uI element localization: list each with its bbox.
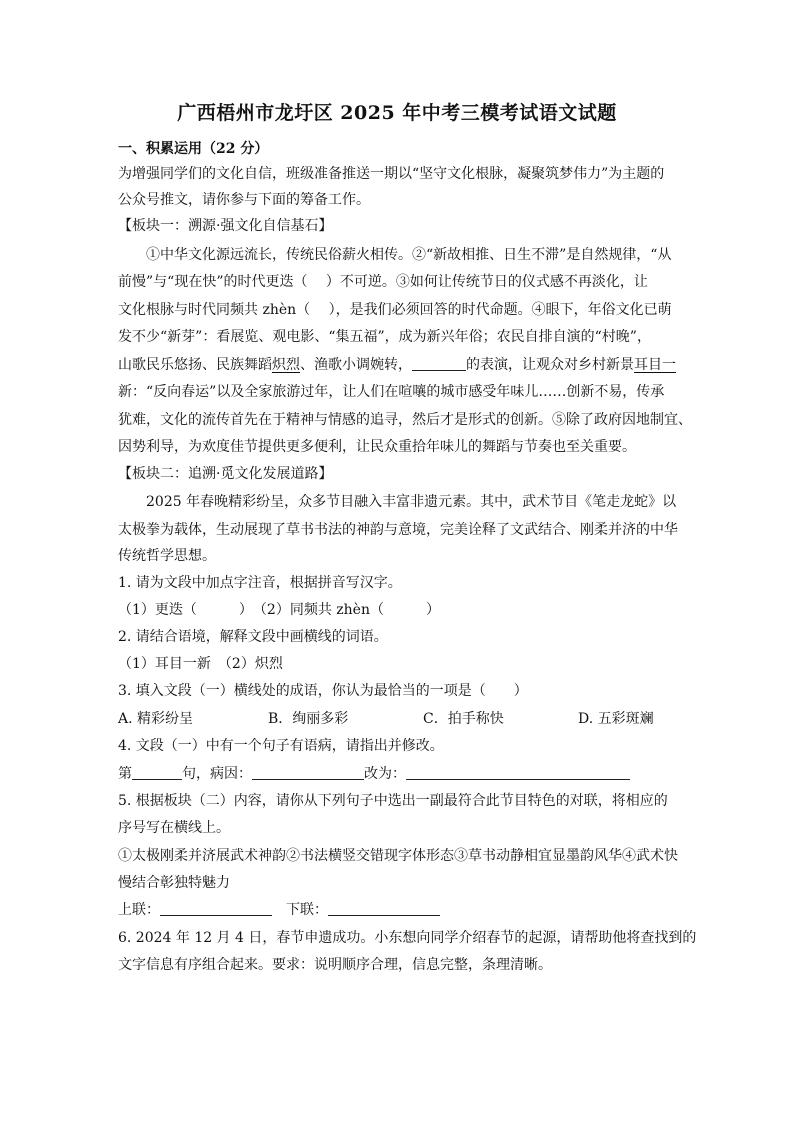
- question-5: 5. 根据板块（二）内容，请你从下列句子中选出一副最符合此节目特色的对联，将相应的: [118, 793, 668, 809]
- question-5: 序号写在横线上。: [118, 820, 230, 836]
- question-2-items: （1）耳目一新 （2）炽烈: [118, 656, 283, 672]
- question-5-answer: [118, 900, 440, 920]
- underlined-word: 炽烈: [272, 357, 300, 373]
- lower-couplet-label: 下联：: [286, 902, 328, 918]
- question-4: 4. 文段（一）中有一个句子有语病，请指出并修改。: [118, 738, 444, 754]
- upper-couplet-label: 上联：: [118, 902, 160, 918]
- paragraph-line: 因势利导，为欢度佳节提供更多便利，让民众重拾年味儿的舞蹈与节奏也至关重要。: [118, 439, 636, 455]
- cause-blank[interactable]: [252, 765, 364, 780]
- text-segment: 山歌民乐悠扬、民族舞蹈: [118, 357, 272, 373]
- answer-label: 句，病因：: [182, 766, 252, 782]
- question-4-answer: [118, 764, 630, 784]
- lower-couplet-blank[interactable]: [328, 901, 440, 916]
- page-title: 广西梧州市龙圩区 2025 年中考三模考试语文试题: [177, 102, 617, 124]
- answer-label: 第: [118, 766, 132, 782]
- section-heading: 一、积累运用（22 分）: [118, 141, 269, 157]
- paragraph-line: ①中华文化源远流长，传统民俗薪火相传。②“新故相推、日生不滞”是自然规律，“从: [146, 247, 672, 263]
- underlined-word: 耳目一: [634, 357, 676, 373]
- correction-blank[interactable]: [406, 765, 630, 780]
- paragraph-line: [118, 355, 676, 375]
- fill-blank[interactable]: [412, 356, 466, 371]
- option-c[interactable]: C．拍手称快: [423, 711, 504, 727]
- sentence-number-blank[interactable]: [132, 765, 182, 780]
- question-3: 3. 填入文段（一）横线处的成语，你认为最恰当的一项是（ ）: [118, 683, 528, 699]
- intro-line: 公众号推文，请你参与下面的筹备工作。: [118, 192, 370, 208]
- paragraph-line: 犹难，文化的流传首先在于精神与情感的追寻，然后才是形式的创新。⑤除了政府因地制宜、: [118, 412, 692, 428]
- paragraph-line: 2025 年春晚精彩纷呈，众多节目融入丰富非遗元素。其中，武术节目《笔走龙蛇》以: [146, 494, 677, 510]
- intro-line: 为增强同学们的文化自信，班级准备推送一期以“坚守文化根脉，凝聚筑梦伟力”为主题的: [118, 166, 665, 182]
- block-heading: 【板块二：追溯·觅文化发展道路】: [118, 466, 333, 482]
- text-segment: 、渔歌小调婉转，: [300, 357, 412, 373]
- question-2: 2. 请结合语境，解释文段中画横线的词语。: [118, 629, 388, 645]
- option-a[interactable]: A. 精彩纷呈: [118, 711, 194, 727]
- question-6: 6. 2024 年 12 月 4 日，春节申遗成功。小东想向同学介绍春节的起源，请帮助他将查找到的: [118, 930, 697, 946]
- paragraph-line: 太极拳为载体，生动展现了草书书法的神韵与意境，完美诠释了文武结合、刚柔并济的中华: [118, 522, 678, 538]
- paragraph-line: 新：“反向春运”以及全家旅游过年，让人们在喧嚷的城市感受年味儿……创新不易，传承: [118, 384, 665, 400]
- paragraph-line: 发不少“新芽”：看展览、观电影、“集五福”，成为新兴年俗；农民自排自演的“村晚”，: [118, 329, 651, 345]
- question-6: 文字信息有序组合起来。要求：说明顺序合理，信息完整，条理清晰。: [118, 957, 552, 973]
- couplet-choices: 慢结合彰独特魅力: [118, 875, 230, 891]
- block-heading: 【板块一：溯源·强文化自信基石】: [118, 218, 333, 234]
- answer-label: 改为：: [364, 766, 406, 782]
- paragraph-line: 前慢”与“现在快”的时代更迭（ ）不可逆。③如何让传统节日的仪式感不再淡化，让: [118, 274, 648, 290]
- paragraph-line: 文化根脉与时代同频共 zhèn（ ），是我们必须回答的时代命题。④眼下，年俗文化已萌: [118, 302, 672, 318]
- question-1-items[interactable]: （1）更迭（ ） （2）同频共 zhèn（ ）: [118, 602, 440, 618]
- option-d[interactable]: D. 五彩斑斓: [578, 711, 654, 727]
- text-segment: 的表演，让观众对乡村新景: [466, 357, 634, 373]
- paragraph-line: 传统哲学思想。: [118, 548, 216, 564]
- couplet-choices: ①太极刚柔并济展武术神韵②书法横竖交错现字体形态③草书动静相宜显墨韵风华④武术快: [118, 848, 678, 864]
- option-b[interactable]: B．绚丽多彩: [268, 711, 349, 727]
- question-1: 1. 请为文段中加点字注音，根据拼音写汉字。: [118, 575, 402, 591]
- upper-couplet-blank[interactable]: [160, 901, 272, 916]
